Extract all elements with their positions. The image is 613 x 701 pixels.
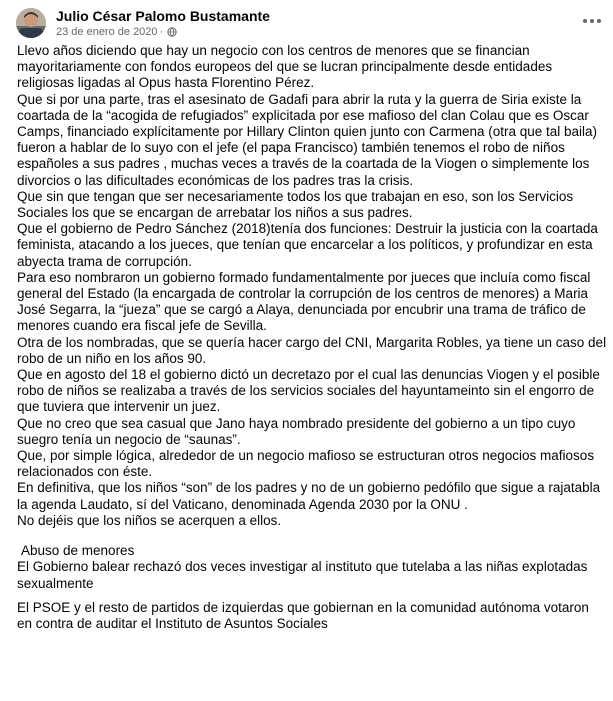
final-paragraph: El PSOE y el resto de partidos de izquierdas que gobiernan en la comunidad autónoma votaron en contra de auditar el Instituto de Asuntos Sociales	[17, 599, 589, 631]
paragraph: Para eso nombraron un gobierno formado fundamentalmente por jueces que incluía como fiscal general del Estado (la encargada de controlar la corrupción de los centros de menores) a Maria José Segarra, la “jueza” que se cargó a Alaya, denunciada por encubrir una trama de tráfico de menores cuando era fiscal jefe de Sevilla.	[17, 269, 591, 334]
shared-title: Abuso de menores	[21, 543, 135, 559]
dot-icon	[583, 19, 587, 23]
spacer	[17, 592, 607, 600]
shared-line: El Gobierno balear rechazó dos veces investigar al instituto que tutelaba a las niñas explotadas sexualmente	[17, 559, 588, 591]
post-date[interactable]: 23 de enero de 2020	[56, 26, 158, 38]
paragraph: Que si por una parte, tras el asesinato de Gadafi para abrir la ruta y la guerra de Siria existe la coartada de la “acogida de refugiados” explicitada por ese mafioso del clan Colau que es Oscar Camps, financiado explícitamente por Hillary Clinton quien junto con Carmena (otra que tal baila) fueron a hablar de lo suyo con el jefe (el papa Francisco) también tenemos el robo de niños españoles a sus padres , muchas veces a través de la coartada de la Viogen o simplemente los divorcios o las dificultades económicas de los padres tras la crisis.	[17, 91, 598, 188]
paragraph: Que, por simple lógica, alrededor de un negocio mafioso se estructuran otros negocios mafiosos relacionados con éste.	[17, 448, 595, 480]
spacer	[17, 529, 607, 543]
more-options-icon[interactable]	[580, 12, 604, 30]
paragraph: En definitiva, que los niños “son” de los padres y no de un gobierno pedófilo que sigue a rajatabla la agenda Laudato, sí del Vaticano, denominada Agenda 2030 por la ONU .	[17, 480, 601, 512]
globe-icon	[167, 27, 177, 37]
paragraph: Otra de los nombradas, que se quería hacer cargo del CNI, Margarita Robles, ya tiene un caso del robo de un niño en los años 90.	[17, 334, 607, 366]
paragraph: Que el gobierno de Pedro Sánchez (2018)tenía dos funciones: Destruir la justicia con la coartada feminista, atacando a los jueces, que tenían que encarcelar a los políticos, y profundizar en esta abyecta trama de corrupción.	[17, 221, 598, 269]
post-body	[17, 43, 607, 632]
post-meta	[56, 26, 177, 38]
paragraph: Que no creo que sea casual que Jano haya nombrado presidente del gobierno a un tipo cuyo suegro tenía un negocio de “saunas”.	[17, 415, 576, 447]
dot-icon	[590, 19, 594, 23]
dot-icon	[597, 19, 601, 23]
paragraph: No dejéis que los niños se acerquen a ellos.	[17, 512, 282, 528]
paragraph: Llevo años diciendo que hay un negocio con los centros de menores que se financian mayoritariamente con fondos europeos del que se lucran principalmente desde entidades religiosas ligadas al Opus hasta Florentino Pérez.	[17, 43, 553, 91]
paragraph: Que sin que tengan que ser necesariamente todos los que trabajan en eso, son los Servicios Sociales los que se encargan de arrebatar los niños a sus padres.	[17, 188, 574, 221]
avatar-photo	[16, 8, 46, 38]
author-name[interactable]: Julio César Palomo Bustamante	[56, 8, 270, 24]
author-avatar[interactable]	[16, 8, 46, 38]
date-separator: ·	[159, 26, 164, 38]
paragraph: Que en agosto del 18 el gobierno dictó un decretazo por el cual las denuncias Viogen y el posible robo de niños se realizaba a través de los servicios sociales del hayuntameinto sin el engorro de que tuviera que intervenir un juez.	[17, 367, 600, 415]
post-header	[16, 6, 606, 40]
